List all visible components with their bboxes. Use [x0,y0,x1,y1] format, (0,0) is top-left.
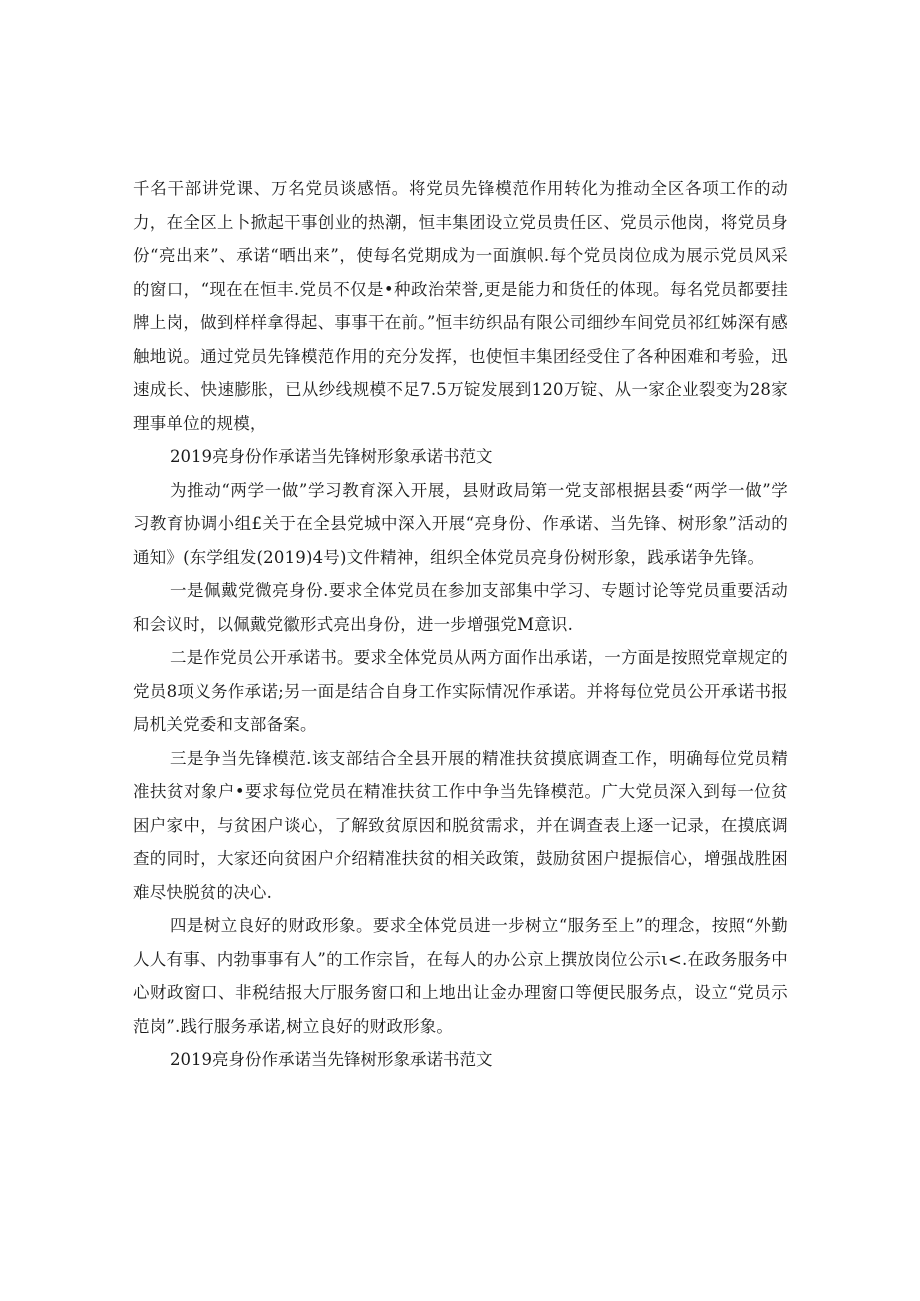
body-paragraph: 四是树立良好的财政形象。要求全体党员进一步树立“服务至上”的理念，按照“外勤人人有事、内勃事事有人”的工作宗旨，在每人的办公京上撰放岗位公示ι<.在政务服务中心财政窗口、非税结报大厅服务窗口和上地出让金办理窗口等便民服务点，设立“党员示范岗”.践行服务承诺,树立良好的财政形象。 [133,916,788,1036]
body-paragraph: 为推动“两学一做”学习教育深入开展，县财政局第一党支部根据县委“两学一做”学习教育协调小组£关于在全县党城中深入开展“亮身份、作承诺、当先锋、树形象”活动的通知》(东学组发(2019)4号)文件精神，组织全体党员亮身份树形象，践承诺争先锋。 [133,480,788,567]
body-paragraph: 三是争当先锋模范.该支部结合全县开展的精准扶贫摸底调查工作，明确每位党员精准扶贫对象户•要求每位党员在精准扶贫工作中争当先锋模范。广大党员深入到每一位贫困户家中，与贫困户谈心，了解致贫原因和脱贫需求，并在调查表上逐一记录，在摸底调查的同时，大家还向贫困户介绍精准扶贫的相关政策，鼓励贫困户提振信心，增强战胜困难尽快脱贫的决心. [133,748,788,902]
document-body [133,172,788,1077]
section-heading: 2019亮身份作承诺当先锋树形象承诺书范文 [170,1050,493,1069]
body-paragraph: 二是作党员公开承诺书。要求全体党员从两方面作出承诺，一方面是按照党章规定的党员8项义务作承诺;另一面是结合自身工作实际情况作承诺。并将每位党员公开承诺书报局机关党委和支部备案。 [133,648,788,734]
body-paragraph: 一是佩戴党微亮身份.要求全体党员在参加支部集中学习、专题讨论等党员重要活动和会议时，以佩戴党徽形式亮出身份，进一步增强党M意识. [133,581,788,634]
body-paragraph: 千名干部讲党课、万名党员谈感悟。将党员先锋模范作用转化为推动全区各项工作的动力，在全区上卜掀起干事创业的热潮，恒丰集团设立党员贵任区、党员示他岗，将党员身份“亮出来”、承诺“晒出来”，使每名党期成为一面旗帜.每个党员岗位成为展示党员风采的窗口，“现在在恒丰.党员不仅是•种政治荣誉,更是能力和货任的体现。每名党员都要挂牌上岗，做到样样拿得起、事事干在前。”恒丰纺织品有限公司细纱车间党员祁红姊深有感触地说。通过党员先锋模范作用的充分发挥，也使恒丰集团经受住了各种困难和考验，迅速成长、快速膨胀，已从纱线规模不足7.5万锭发展到120万锭、从一家企业裂变为28家理事单位的规模， [133,179,788,433]
section-heading: 2019亮身份作承诺当先锋树形象承诺书范文 [170,447,493,466]
